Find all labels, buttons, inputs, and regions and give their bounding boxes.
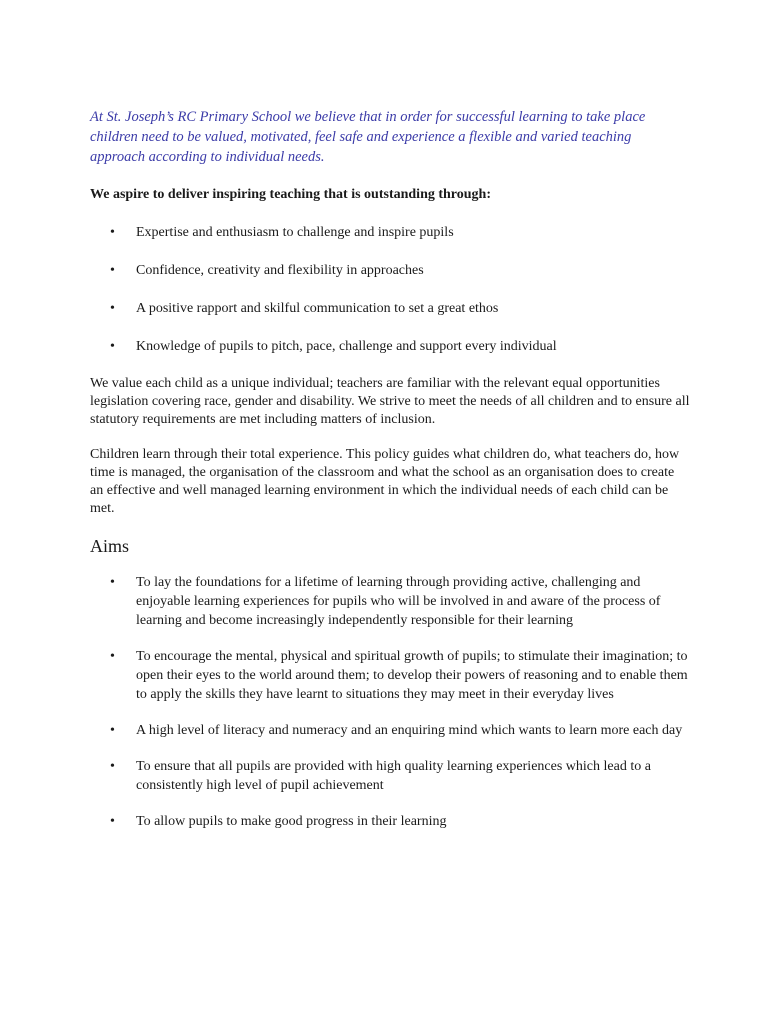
list-item [90,261,690,280]
bullet-icon: • [110,814,115,829]
list-item-text: To allow pupils to make good progress in their learning [136,814,447,829]
list-item-text: To lay the foundations for a lifetime of learning through providing active, challenging and enjoyable learning experiences for pupils who will be involved in and aware of the process of learning and become increasingly independently responsible for their learning [136,575,661,628]
list-item-text: Expertise and enthusiasm to challenge and inspire pupils [136,225,454,240]
list-item [90,757,690,795]
aspire-heading: We aspire to deliver inspiring teaching that is outstanding through: [90,187,491,202]
paragraph-total-experience: Children learn through their total experience. This policy guides what children do, what teachers do, how time is managed, the organisation of the classroom and what the school as an organisation does to create an effective and well managed learning environment in which the individual needs of each child can be met. [90,447,680,516]
list-item [90,573,690,630]
list-item [90,223,690,242]
bullet-icon: • [110,301,115,316]
list-item-text: Confidence, creativity and flexibility in approaches [136,263,424,278]
list-item [90,337,690,356]
list-item [90,721,690,740]
list-item [90,812,690,831]
paragraph-equal-opportunities: We value each child as a unique individual; teachers are familiar with the relevant equal opportunities legislation covering race, gender and disability. We strive to meet the needs of all children and to ensure all statutory requirements are met including matters of inclusion. [90,376,690,427]
aspire-list [90,223,690,356]
bullet-icon: • [110,263,115,278]
list-item [90,299,690,318]
document-page [90,107,690,848]
bullet-icon: • [110,723,115,738]
aims-list [90,573,690,831]
list-item-text: To ensure that all pupils are provided with high quality learning experiences which lead to a consistently high level of pupil achievement [136,759,651,793]
bullet-icon: • [110,339,115,354]
aims-heading: Aims [90,536,130,556]
bullet-icon: • [110,575,115,590]
bullet-icon: • [110,759,115,774]
bullet-icon: • [110,649,115,664]
list-item-text: Knowledge of pupils to pitch, pace, challenge and support every individual [136,339,557,354]
list-item [90,647,690,704]
list-item-text: A high level of literacy and numeracy and an enquiring mind which wants to learn more each day [136,723,683,738]
list-item-text: A positive rapport and skilful communication to set a great ethos [136,301,499,316]
bullet-icon: • [110,225,115,240]
list-item-text: To encourage the mental, physical and spiritual growth of pupils; to stimulate their imagination; to open their eyes to the world around them; to develop their powers of reasoning and to enable them to apply the skills they have learnt to situations they may meet in their everyday lives [136,649,688,702]
intro-statement: At St. Joseph’s RC Primary School we believe that in order for successful learning to take place children need to be valued, motivated, feel safe and experience a flexible and varied teaching approach according to individual needs. [90,109,646,165]
